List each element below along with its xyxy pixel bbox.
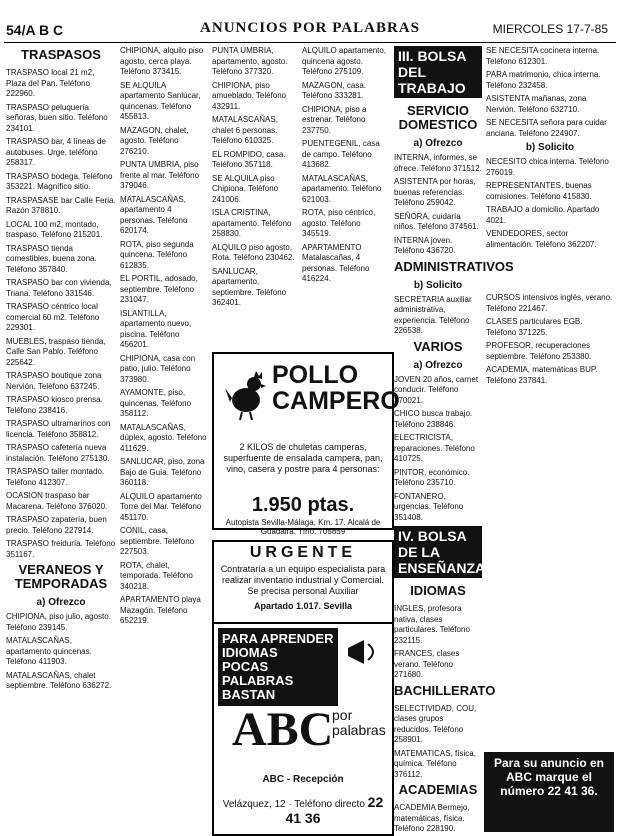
pollo-campero-ad [212,352,400,536]
classified-ad: MUEBLES, traspaso tienda, Calle San Pablo. Teléfono 225642. [6,336,106,367]
section-traspasos: TRASPASOS [21,47,101,62]
classified-ad: TRASPASO bodega. Teléfono 353221. Magnífico sitio. [6,171,113,191]
classified-ad: ACADEMIA, matemáticas BUP. Teléfono 237841. [486,365,598,385]
classified-ad: TRASPASO bar, 4 líneas de autobuses. Urge, teléfono 258317. [6,137,106,167]
ads-col6-b [486,157,614,250]
ads-varios [394,375,482,524]
ads-col2 [120,46,208,627]
classified-ad: ISLANTILLA, apartamento nuevo, piscina. Teléfono 456201. [120,308,192,349]
column-5 [394,46,514,833]
phone-number: 22 41 36 [285,794,384,826]
classified-ad: CLASES particulares EGB. Teléfono 371225. [486,317,583,337]
promo-box: Para su anuncio en ABC marque el número 22 41 36. [484,752,614,832]
sub-ofrezco: a) Ofrezco [413,138,463,149]
ads-col6-a [486,46,614,139]
ads-idiomas [394,604,482,681]
rooster-icon [224,368,266,420]
page-title: ANUNCIOS POR PALABRAS [200,20,420,36]
classified-ad: MAZAGON, casa. Teléfono 333281. [302,80,367,100]
abc-phone-line [218,794,388,826]
classified-ad: INTERNA joven. Teléfono 436720. [394,235,456,255]
pollo-address: Autopista Sevilla-Málaga, Km. 17. Alcalá de Guadaira. Tfno. 705859 [225,518,381,536]
classified-ad: CHIPIONA, piso amueblado. Teléfono 432911. [212,80,287,111]
sub-solicito: b) Solicito [413,279,463,291]
aprender-headline [218,628,338,706]
section-bachillerato: BACHILLERATO [394,682,496,698]
classified-ad: FONTANERO, urgencias. Teléfono 351408. [394,491,464,522]
section-servicio-domestico: SERVICIO DOMESTICO [398,103,478,132]
classified-ad: VENDEDORES, sector alimentación. Teléfono 362207. [486,229,597,249]
classified-ad: APARTAMENTO Matalascañas, 4 personas. Teléfono 416224. [302,242,370,283]
urgente-address: Apartado 1.017. Sevilla [253,601,353,611]
classified-ad: ALQUILO apartamento Torre del Mar. Teléfono 451170. [120,491,202,522]
classified-ad: TRASPASO céntrico local comercial 60 m2. Teléfono 229301. [6,302,100,332]
classified-ad: INTERNA, informes, se ofrece. Teléfono 371512. [394,153,482,173]
classified-ad: TRASPASO tienda comestibles, buena zona. Teléfono 357840. [6,243,97,274]
band-bolsa-trabajo: III. BOLSA DEL TRABAJO [394,46,482,98]
classified-ad: ROTA, piso segunda quincena. Teléfono 612835. [120,239,194,270]
classified-ad: TRASPASO freiduría. Teléfono 351167. [6,539,116,559]
classified-ad: OCASION traspaso bar Macarena. Teléfono 376020. [6,491,108,511]
abc-por-palabras: por palabras [332,707,386,738]
ads-col4 [302,46,390,285]
ads-col6-c [486,293,614,386]
classified-ad: AYAMONTE, piso, quincenas. Teléfono 358112. [120,388,192,418]
page-number: 54/A B C [6,22,64,38]
classified-ad: PARA matrimonio, chica interna. Teléfono 232458. [486,70,601,90]
classified-ad: MATALASCAÑAS, apartamento. Teléfono 621003. [302,173,382,204]
classified-ad: FRANCES, clases verano. Teléfono 271680. [394,649,460,679]
section-varios: VARIOS [413,338,463,354]
headline-line: PALABRAS [222,673,294,688]
classified-ad: SE ALQUILA piso Chipiona. Teléfono 241006. [212,173,279,204]
ads-academias [394,803,482,835]
classified-ad: MATEMATICAS, física, química. Teléfono 376112. [394,748,476,779]
column-2 [120,46,208,826]
headline-line: IDIOMAS [222,645,278,660]
classified-ad: CONIL, casa, septiembre. Teléfono 227503. [120,526,195,556]
classified-ad: NECESITO chica interna. Teléfono 276019. [486,157,609,177]
classified-ad: TRASPASO taller montado. Teléfono 412307. [6,467,105,487]
classified-ad: TRASPASO ultramarinos con licencia. Teléfono 358812. [6,419,111,439]
band-bolsa-ensenanza: IV. BOLSA DE LA ENSEÑANZA [394,526,482,578]
classified-ad: APARTAMENTO playa Mazagón. Teléfono 652219. [120,595,201,625]
megaphone-icon [344,632,384,672]
section-academias: ACADEMIAS [398,782,478,797]
classified-ad: INGLES, profesora nativa, clases particulares. Teléfono 232115. [394,604,470,645]
section-administrativos: ADMINISTRATIVOS [394,258,514,274]
classified-ad: SECRETARIA auxiliar administrativa, experiencia. Teléfono 226538. [394,294,472,335]
classified-ad: CHIPIONA, alquilo piso agosto, cerca playa. Teléfono 373415. [120,46,204,76]
classified-ad: TRASPASO cafetería nueva instalación. Teléfono 275130. [6,443,110,463]
ads-veraneos [6,612,116,692]
section-idiomas: IDIOMAS [410,583,466,598]
section-veraneos: VERANEOS Y TEMPORADAS [14,562,108,591]
abc-logo: ABC [232,703,334,756]
urgente-title: URGENTE [249,544,357,561]
sub-solicito: b) Solicito [525,142,575,153]
headline-line: POCAS [222,659,269,674]
classified-ad: ALQUILO apartamento, quincena agosto. Teléfono 275109. [302,46,387,76]
classified-ad: CHIPIONA, casa con patio, julio. Teléfono 373980. [120,353,196,384]
pollo-title: POLLO CAMPERO [272,361,400,415]
ads-bachillerato [394,704,482,781]
classified-ad: PUNTA UMBRIA, apartamento, agosto. Teléfono 377320. [212,46,288,76]
column-6 [486,46,614,748]
classified-ad: TRABAJO a domicilio. Apartado 4021. [486,205,600,225]
ads-administrativos [394,295,482,337]
classified-ad: PUNTA UMBRIA, piso frente al mar. Teléfono 379046. [120,160,200,190]
classified-ad: ASISTENTA mañanas, zona Nervión. Teléfono 632710. [486,94,587,114]
classified-ad: CURSOS intensivos inglés, verano. Teléfono 221467. [486,293,613,313]
classified-ad: SE ALQUILA apartamento Sanlúcar, quincenas. Teléfono 455813. [120,80,201,121]
classified-ad: ACADEMIA Bermejo, matemáticas, física. Teléfono 228190. [394,803,470,833]
classified-ad: TRASPASO bar con vivienda, Triana. Teléfono 331546. [6,278,112,298]
classified-ad: EL ROMPIDO, casa. Teléfono 357118. [212,149,286,169]
classified-ad: SELECTIVIDAD, COU, clases grupos reducidos. Teléfono 258901. [394,703,477,744]
headline-line: BASTAN [222,687,276,702]
classified-ad: TRASPASO zapatería, buen precio. Teléfono 227914. [6,515,107,535]
urgente-ad [212,540,394,624]
classified-ad: SANLUCAR, piso, zona Bajo de Guía. Teléfono 360118. [120,457,205,487]
issue-date: MIERCOLES 17-7-85 [492,22,608,36]
classified-ad: SE NECESITA señora para cuidar anciana. Teléfono 224907. [486,118,607,138]
classified-ad: TRASPASO peluquería señoras, buen sitio. Teléfono 234101. [6,102,108,133]
sub-ofrezco: a) Ofrezco [413,359,463,371]
pollo-price: 1.950 ptas. [251,494,355,516]
ads-traspasos [6,68,116,560]
classified-ad: TRASPASASE bar Calle Feria. Razón 378810. [6,195,116,215]
classified-ad: PINTOR, económico. Teléfono 235710. [394,467,470,487]
classified-ad: MATALASCAÑAS, apartamento 4 personas. Teléfono 620174. [120,194,188,235]
headline-line: PARA APRENDER [222,631,334,646]
classified-ad: MATALASCAÑAS, apartamento quincenas. Teléfono 411903. [6,636,92,666]
classified-ad: TRASPASO kiosco prensa. Teléfono 238416. [6,395,103,415]
classified-ad: ROTA, chalet, temporada. Teléfono 340218. [120,560,193,591]
ads-col3 [212,46,298,309]
pollo-description: 2 KILOS de chuletas camperas, superfuente de ensalada campera, pan, vino, casera y postre para 4 personas: [223,442,383,474]
abc-reception: ABC - Recepción [262,774,344,785]
classified-ad: PROFESOR, recuperaciones septiembre. Teléfono 253380. [486,341,592,361]
classified-ad: REPRESENTANTES, buenas comisiones. Teléfono 415830. [486,181,592,201]
column-4 [302,46,390,346]
classified-ad: MATALASCAÑAS, chalet 6 personas. Teléfono 610325. [212,115,278,145]
classified-ad: SEÑORA, cuidaría niños. Teléfono 374561. [394,211,479,231]
column-3 [212,46,298,346]
header-rule [4,42,616,43]
classified-ad: LOCAL 100 m2, montado, traspaso. Teléfono 215201. [6,219,103,239]
ads-servicio [394,153,482,257]
classified-ad: TRASPASO local 21 m2, Plaza del Pan. Teléfono 222960. [6,68,95,98]
sub-ofrezco: a) Ofrezco [36,597,86,608]
classified-ad: ROTA, piso céntrico, agosto. Teléfono 345519. [302,208,376,238]
classified-ad: EL PORTIL, adosado, septiembre. Teléfono 231047. [120,274,198,304]
classified-ad: ELECTRICISTA, reparaciones. Teléfono 410725. [394,433,475,463]
phone-label: Velázquez, 12 · Teléfono directo [222,799,365,810]
classified-ad: MATALASCAÑAS, chalet septiembre. Teléfono 636272. [6,670,112,690]
classified-ad: CHICO busca trabajo. Teléfono 238846. [394,409,473,429]
classified-ad: SANLUCAR, apartamento, septiembre. Teléfono 362401. [212,266,287,307]
column-1 [6,46,116,826]
page-header [0,0,620,44]
classified-ad: ISLA CRISTINA, apartamento. Teléfono 258830. [212,208,292,238]
classified-ad: MATALASCAÑAS, dúplex, agosto. Teléfono 411629. [120,422,207,453]
classified-ad: ALQUILO piso agosto, Rota. Teléfono 230462. [212,242,295,262]
classified-ad: CHIPIONA, piso a estrenar. Teléfono 237750. [302,104,367,135]
classified-ad: MAZAGON, chalet, agosto. Teléfono 276210. [120,125,189,156]
classified-ad: CHIPIONA, piso julio, agosto. Teléfono 239145. [6,612,111,632]
classified-ad: ASISTENTA por horas, buenas referencias. Teléfono 259042. [394,177,476,207]
aprender-idiomas-ad [212,622,394,836]
classified-ad: SE NECESITA cocinera interna. Teléfono 612301. [486,46,600,66]
classified-ad: JOVEN 20 años, carnet conducir. Teléfono 370021. [394,374,479,405]
urgente-body: Contrataría a un equipo especialista para realizar inventario industrial y Comercial. Se precisa personal Auxiliar [220,564,386,596]
classified-ad: TRASPASO boutique zona Nervión. Teléfono 637245. [6,371,102,391]
classified-ad: PUENTEGENIL, casa de campo. Teléfono 413682. [302,139,380,169]
